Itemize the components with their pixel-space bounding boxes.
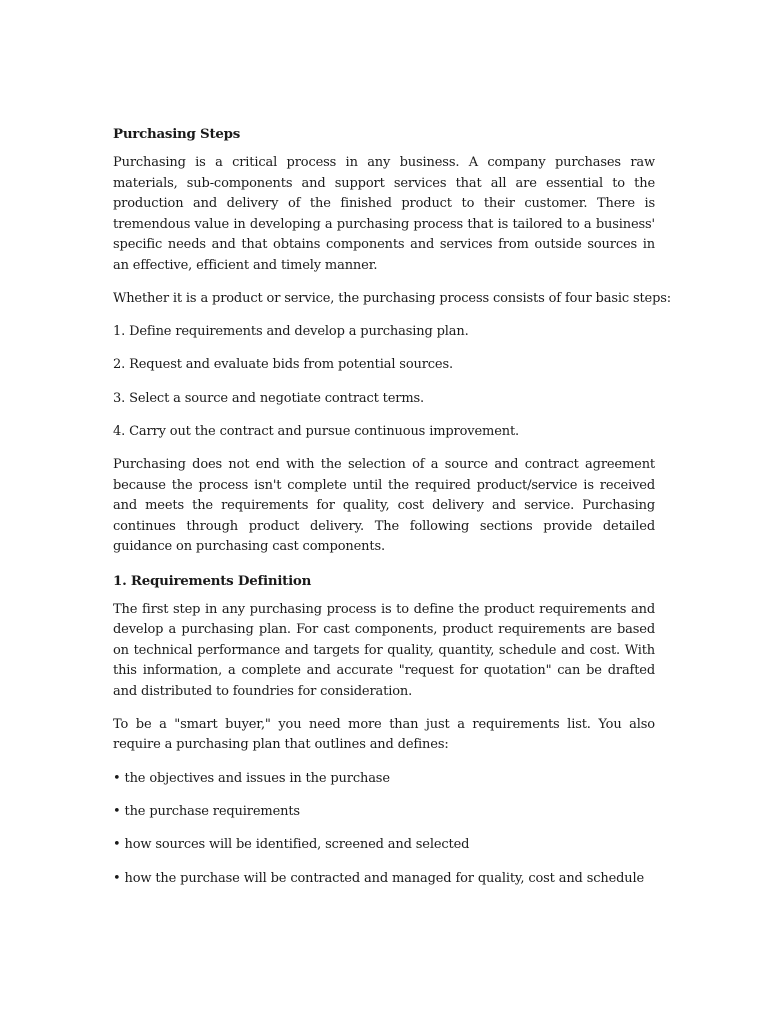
requirements-paragraph: The first step in any purchasing process is to define the product requirements and develop a purchasing plan. For cast components, product requirements are based on technical performance and targets for quality, quantity, schedule and cost. With this information, a complete and accurate "request for quotation" can be drafted and distributed to foundries for consideration. bbox=[113, 601, 655, 699]
step-item: 3. Select a source and negotiate contract terms. bbox=[113, 390, 425, 406]
section-heading: 1. Requirements Definition bbox=[113, 572, 312, 589]
step-item: 1. Define requirements and develop a purchasing plan. bbox=[113, 324, 469, 340]
step-item: 4. Carry out the contract and pursue continuous improvement. bbox=[113, 423, 520, 439]
continuation-paragraph: Purchasing does not end with the selection of a source and contract agreement because the process isn't complete until the required product/service is received and meets the requirements for quality, cost delivery and service. Purchasing continues through product delivery. The following sections provide detailed guidance on purchasing cast components. bbox=[113, 457, 655, 555]
document-title: Purchasing Steps bbox=[113, 126, 241, 142]
bullet-item: • the objectives and issues in the purchase bbox=[113, 770, 390, 786]
document-page bbox=[113, 124, 672, 902]
bullet-item: • how sources will be identified, screened and selected bbox=[113, 837, 470, 853]
bullet-item: • the purchase requirements bbox=[113, 803, 300, 819]
smart-buyer-paragraph: To be a "smart buyer," you need more than just a requirements list. You also require a purchasing plan that outlines and defines: bbox=[113, 716, 655, 753]
bullet-item: • how the purchase will be contracted and managed for quality, cost and schedule bbox=[113, 870, 645, 886]
step-item: 2. Request and evaluate bids from potential sources. bbox=[113, 357, 453, 373]
intro-paragraph: Purchasing is a critical process in any business. A company purchases raw materials, sub-components and support services that all are essential to the production and delivery of the finished product to their customer. There is tremendous value in developing a purchasing process that is tailored to a business' specific needs and that obtains components and services from outside sources in an effective, efficient and timely manner. bbox=[113, 155, 655, 273]
steps-intro: Whether it is a product or service, the purchasing process consists of four basic steps: bbox=[113, 290, 672, 306]
